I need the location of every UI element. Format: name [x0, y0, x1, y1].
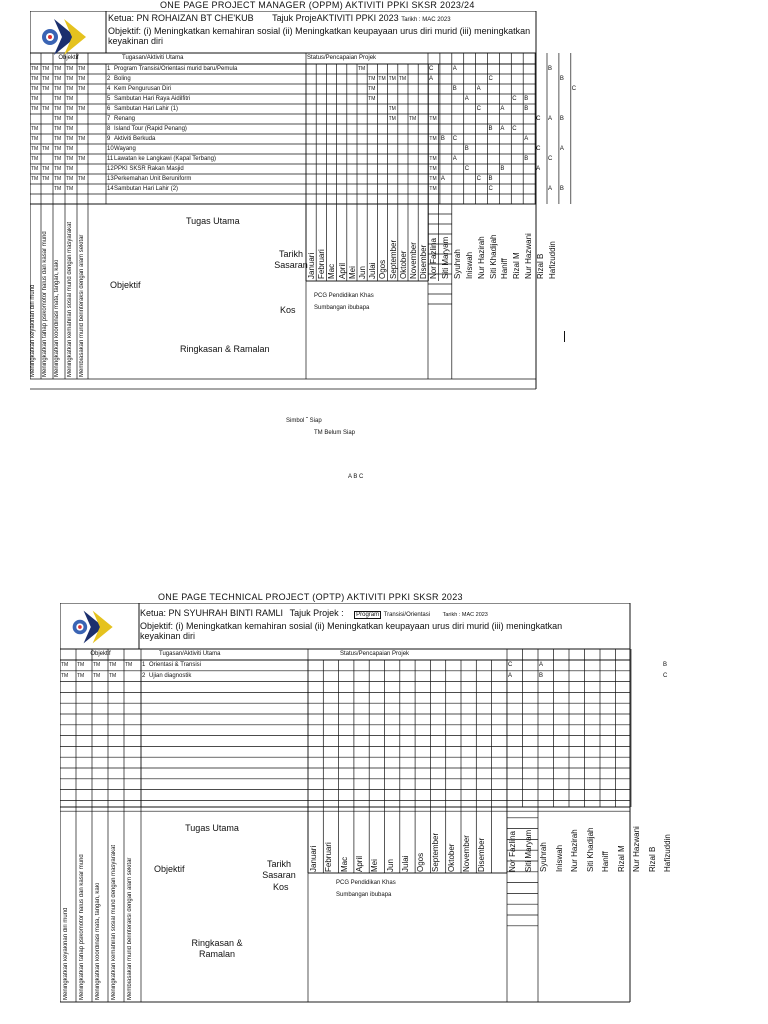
optp-label-tugas: Tugas Utama: [185, 823, 239, 833]
month-label: Julai: [400, 855, 410, 872]
objective-mark: TM: [66, 126, 74, 132]
objective-mark: TM: [54, 146, 62, 152]
objective-mark: TM: [66, 66, 74, 72]
legend-belum-siap: TM Belum Siap: [314, 430, 356, 436]
task-name: Island Tour (Rapid Penang): [114, 126, 187, 132]
objective-mark: TM: [42, 176, 50, 182]
objective-mark: TM: [54, 96, 62, 102]
oppm-label-tarikh: Tarikh Sasaran: [274, 249, 308, 270]
owner-mark: B: [559, 116, 564, 122]
objective-mark: TM: [54, 116, 62, 122]
objective-mark: TM: [77, 662, 85, 668]
task-number: 9: [107, 136, 111, 142]
objective-mark: TM: [66, 146, 74, 152]
objective-mark: TM: [125, 662, 133, 668]
owner-mark: C: [452, 136, 458, 142]
task-name: Renang: [114, 116, 136, 122]
oppm-tajuk: Tajuk ProjeAKTIVITI PPKI 2023: [272, 13, 399, 23]
task-number: 5: [107, 96, 111, 102]
month-label: Oktober: [446, 843, 456, 872]
objective-mark: TM: [42, 66, 50, 72]
owner-mark: A: [524, 136, 529, 142]
objective-mark: TM: [78, 76, 86, 82]
owner-mark: A: [559, 146, 564, 152]
task-name: Wayang: [114, 146, 136, 152]
objective-mark: TM: [54, 66, 62, 72]
objective-text: Meningkatkan kemahiran sosial murid dengan masyarakat: [111, 844, 117, 1000]
optp-label-objektif: Objektif: [154, 864, 185, 874]
task-number: 2: [107, 76, 111, 82]
month-label: Januari: [307, 252, 316, 279]
status-mark: TM: [368, 96, 376, 102]
oppm-cost-1: PCG Pendidikan Khas: [314, 293, 374, 299]
owner-mark: C: [488, 76, 493, 82]
objective-mark: TM: [31, 106, 39, 112]
owner-mark: A: [440, 176, 445, 182]
objective-text: Meningkatkan kemahiran sosial murid dengan masyarakat: [67, 221, 73, 377]
person-label: Siti Maryam: [440, 236, 450, 279]
optp-col-tugasan: Tugasan/Aktiviti Utama: [159, 651, 221, 657]
status-mark: TM: [409, 116, 417, 122]
objective-mark: TM: [31, 96, 39, 102]
oppm-label-kos: Kos: [280, 305, 296, 315]
objective-mark: TM: [54, 136, 62, 142]
objective-mark: TM: [31, 126, 39, 132]
owner-mark: A: [539, 662, 544, 668]
oppm-col-tugasan: Tugasan/Aktiviti Utama: [122, 55, 184, 61]
objective-mark: TM: [66, 156, 74, 162]
objective-mark: TM: [66, 186, 74, 192]
optp-objektif: Objektif: (i) Meningkatkan kemahiran sosial (ii) Meningkatkan keupayaan urus diri murid (iii) meningkatkan keyakinan diri: [140, 621, 563, 641]
month-label: Jun: [385, 859, 395, 872]
oppm-cost-2: Sumbangan ibubapa: [314, 305, 370, 311]
owner-mark: C: [488, 186, 493, 192]
legend-siap: Simbol ˜ Siap: [286, 418, 322, 424]
objective-mark: TM: [31, 86, 39, 92]
owner-mark: C: [476, 106, 481, 112]
person-label: Syuhrah: [539, 842, 548, 872]
owner-mark: A: [500, 106, 505, 112]
objective-mark: TM: [31, 136, 39, 142]
objective-mark: TM: [42, 106, 50, 112]
objective-mark: TM: [66, 76, 74, 82]
objective-text: Meningkatkan tahap psikomotor halus dan kasar murid: [79, 854, 85, 1000]
optp-tajuk-label: Tajuk Projek :: [289, 608, 344, 618]
objective-mark: TM: [78, 66, 86, 72]
task-name: Lawatan ke Langkawi (Kapal Terbang): [114, 156, 216, 162]
person-label: Haniff: [500, 258, 510, 279]
owner-mark: A: [452, 156, 457, 162]
person-label: Siti Khadijah: [488, 234, 498, 279]
status-mark: TM: [358, 66, 366, 72]
task-number: 6: [107, 106, 111, 112]
objective-mark: TM: [66, 136, 74, 142]
owner-mark: A: [536, 166, 541, 172]
optp-label-ringkasan: Ringkasan & Ramalan: [191, 938, 243, 959]
person-label: Iniswah: [554, 844, 564, 872]
optp-label-kos: Kos: [273, 882, 289, 892]
owner-mark: B: [559, 76, 564, 82]
objective-mark: TM: [54, 76, 62, 82]
owner-mark: B: [539, 672, 544, 679]
month-label: Oktober: [398, 250, 408, 279]
month-label: Ogos: [378, 259, 388, 279]
cursor-mark: [564, 331, 565, 342]
legend-abc: A B C: [348, 474, 364, 480]
person-label: Rizal M: [616, 845, 626, 872]
person-label: Nur Hazwani: [632, 826, 641, 872]
objective-mark: TM: [93, 662, 101, 668]
task-name: Sambutan Hari Raya Aidilfitri: [114, 96, 191, 102]
oppm-ketua: Ketua: PN ROHAIZAN BT CHE'KUB: [108, 13, 254, 23]
objective-mark: TM: [54, 176, 62, 182]
person-label: Syuhrah: [452, 249, 462, 279]
objective-mark: TM: [42, 166, 50, 172]
objective-text: Meningkatkan koordinasi mata, tangan, kaki: [95, 882, 101, 1000]
month-label: Februari: [324, 842, 334, 872]
task-number: 8: [107, 126, 111, 132]
objective-mark: TM: [61, 672, 69, 679]
person-label: Nur Hazirah: [570, 829, 579, 872]
month-label: Mac: [327, 263, 337, 279]
owner-mark: B: [488, 176, 493, 182]
owner-mark: C: [548, 156, 553, 162]
optp-tarikh: Tarikh : MAC 2023: [442, 612, 488, 618]
objective-text: Membiasakan murid berinteraksi dengan alam sekitar: [127, 857, 133, 1000]
objective-mark: TM: [66, 106, 74, 112]
objective-mark: TM: [31, 66, 39, 72]
status-mark: TM: [429, 186, 437, 192]
status-mark: TM: [429, 176, 437, 182]
objective-mark: TM: [31, 76, 39, 82]
month-label: Mac: [339, 856, 349, 872]
objective-mark: TM: [31, 156, 39, 162]
objective-text: Meningkatkan koordinasi mata, tangan, kaki: [54, 259, 60, 377]
objective-mark: TM: [78, 156, 86, 162]
owner-mark: C: [429, 66, 434, 72]
person-label: Siti Khadijah: [585, 827, 595, 872]
objective-mark: TM: [66, 166, 74, 172]
task-number: 14: [107, 186, 114, 192]
optp-col-status: Status/Pencapaian Projek: [340, 651, 410, 657]
status-mark: TM: [429, 136, 437, 142]
optp-label-tarikh: Tarikh Sasaran: [262, 859, 296, 880]
person-label: Nur Hazwani: [524, 233, 534, 279]
person-label: Nur Hazirah: [476, 236, 486, 279]
objective-mark: TM: [61, 662, 69, 668]
objective-mark: TM: [109, 672, 117, 679]
objective-mark: TM: [54, 106, 62, 112]
owner-mark: B: [488, 126, 493, 132]
owner-mark: A: [548, 186, 553, 192]
month-label: April: [337, 262, 347, 279]
person-label: Rizal B: [647, 846, 657, 872]
owner-mark: A: [464, 96, 469, 102]
task-name: Sambutan Hari Lahir (1): [114, 106, 179, 112]
owner-mark: B: [452, 86, 457, 92]
task-name: Ujian diagnostik: [149, 672, 192, 679]
objective-mark: TM: [78, 176, 86, 182]
owner-mark: B: [524, 156, 529, 162]
optp-col-objektif: Objektif: [90, 651, 111, 657]
owner-mark: B: [464, 146, 469, 152]
month-label: November: [462, 835, 471, 872]
oppm-label-objektif: Objektif: [110, 280, 141, 290]
owner-mark: C: [512, 126, 517, 132]
objective-text: Meningkatkan keyakinan diri murid: [30, 284, 36, 377]
month-label: September: [431, 832, 441, 872]
optp-title: ONE PAGE TECHNICAL PROJECT (OPTP) AKTIVITI PPKI SKSR 2023: [158, 592, 463, 602]
optp-tajuk-rest: Transisi/Orientasi: [383, 612, 431, 618]
status-mark: TM: [368, 76, 376, 82]
oppm-form: [30, 11, 580, 391]
objective-mark: TM: [109, 662, 117, 668]
objective-mark: TM: [78, 86, 86, 92]
owner-mark: C: [512, 96, 517, 102]
objective-mark: TM: [42, 146, 50, 152]
person-label: Haniff: [601, 851, 610, 872]
optp-form: [60, 603, 672, 1003]
task-name: Kem Pengurusan Diri: [114, 86, 172, 92]
person-label: Iniswah: [464, 251, 474, 279]
status-mark: TM: [429, 166, 437, 172]
owner-mark: B: [500, 166, 505, 172]
status-mark: TM: [388, 76, 396, 82]
owner-mark: A: [429, 76, 434, 82]
month-label: Mei: [347, 266, 357, 279]
owner-mark: B: [663, 662, 668, 668]
status-mark: TM: [388, 106, 396, 112]
task-name: Program Transisi/Orientasi murid baru/Pemula: [114, 66, 238, 72]
optp-cost-2: Sumbangan ibubapa: [336, 892, 392, 898]
oppm-tarikh: Tarikh : MAC 2023: [401, 17, 451, 23]
owner-mark: C: [508, 662, 513, 668]
objective-mark: TM: [42, 86, 50, 92]
objective-text: Meningkatkan tahap psikomotor halus dan kasar murid: [42, 231, 48, 377]
objective-mark: TM: [54, 86, 62, 92]
owner-mark: B: [559, 186, 564, 192]
month-label: Disember: [419, 244, 429, 279]
owner-mark: C: [476, 176, 481, 182]
person-label: Nor Fazlina: [429, 238, 438, 279]
objective-mark: TM: [31, 146, 39, 152]
owner-mark: C: [536, 146, 541, 152]
owner-mark: A: [548, 116, 553, 122]
objective-mark: TM: [66, 96, 74, 102]
task-number: 1: [142, 662, 146, 668]
objective-mark: TM: [31, 176, 39, 182]
oppm-objektif: Objektif: (i) Meningkatkan kemahiran sosial (ii) Meningkatkan keupayaan urus diri murid (iii) meningkatkan keyakinan diri: [108, 26, 531, 46]
month-label: November: [409, 242, 418, 279]
month-label: Mei: [370, 859, 380, 872]
owner-mark: B: [524, 106, 529, 112]
owner-mark: A: [476, 86, 481, 92]
owner-mark: B: [548, 66, 553, 72]
owner-mark: C: [663, 672, 668, 679]
person-label: Nor Fazlina: [508, 831, 517, 872]
month-label: Disember: [477, 837, 487, 872]
owner-mark: C: [571, 86, 577, 92]
objective-mark: TM: [31, 166, 39, 172]
task-number: 2: [142, 672, 146, 679]
status-mark: TM: [429, 156, 437, 162]
optp-tajuk-box: Program: [356, 612, 380, 618]
objective-mark: TM: [66, 86, 74, 92]
owner-mark: A: [508, 672, 513, 679]
owner-mark: A: [452, 66, 457, 72]
person-label: Hafizuddin: [548, 241, 557, 279]
status-mark: TM: [429, 116, 437, 122]
month-label: Jun: [358, 266, 367, 279]
objective-mark: TM: [54, 186, 62, 192]
task-name: Aktiviti Berkuda: [114, 136, 156, 142]
objective-mark: TM: [93, 672, 101, 679]
oppm-col-status: Status/Pencapaian Projek: [307, 55, 377, 61]
oppm-label-ringkasan: Ringkasan & Ramalan: [180, 344, 270, 354]
task-name: Orientasi & Transisi: [149, 662, 202, 668]
month-label: September: [388, 239, 398, 279]
task-name: Perkemahan Unit Beruniform: [114, 176, 192, 182]
status-mark: TM: [388, 116, 396, 122]
task-number: 13: [107, 176, 114, 182]
owner-mark: A: [500, 126, 505, 132]
task-number: 11: [107, 156, 114, 162]
objective-text: Membiasakan murid berinteraksi dengan alam sekitar: [79, 234, 85, 377]
owner-mark: C: [536, 116, 541, 122]
person-label: Hafizuddin: [663, 834, 672, 872]
status-mark: TM: [378, 76, 386, 82]
owner-mark: B: [524, 96, 529, 102]
school-logo: [64, 607, 134, 647]
oppm-col-objektif: Objektif: [58, 55, 79, 61]
optp-ketua: Ketua: PN SYUHRAH BINTI RAMLI: [140, 608, 284, 618]
owner-mark: C: [464, 166, 470, 172]
status-mark: TM: [398, 76, 407, 82]
objective-mark: TM: [77, 672, 85, 679]
person-label: Siti Maryam: [523, 829, 533, 872]
task-number: 12: [107, 166, 114, 172]
task-name: Sambutan Hari Lahir (2): [114, 186, 179, 192]
objective-mark: TM: [54, 126, 62, 132]
task-number: 7: [107, 116, 111, 122]
oppm-label-tugas: Tugas Utama: [186, 216, 240, 226]
person-label: Rizal M: [512, 252, 522, 279]
objective-mark: TM: [54, 166, 62, 172]
task-name: Boling: [114, 76, 131, 82]
task-number: 10: [107, 146, 114, 152]
objective-mark: TM: [42, 76, 50, 82]
objective-mark: TM: [54, 156, 62, 162]
owner-mark: B: [440, 136, 445, 142]
month-label: Ogos: [416, 852, 426, 872]
objective-text: Meningkatkan keyakinan diri murid: [63, 907, 69, 1000]
objective-mark: TM: [78, 136, 86, 142]
optp-cost-1: PCG Pendidikan Khas: [336, 880, 396, 886]
objective-mark: TM: [66, 176, 74, 182]
task-number: 1: [107, 66, 111, 72]
person-label: Rizal B: [536, 253, 546, 279]
month-label: April: [354, 855, 364, 872]
month-label: Februari: [317, 249, 327, 279]
task-number: 4: [107, 86, 111, 92]
objective-mark: TM: [78, 106, 86, 112]
month-label: Julai: [368, 262, 378, 279]
oppm-title: ONE PAGE PROJECT MANAGER (OPPM) AKTIVITI PPKI SKSR 2023/24: [160, 0, 475, 10]
objective-mark: TM: [66, 116, 74, 122]
task-name: PPKI SKSR Rakan Masjid: [114, 166, 184, 172]
month-label: Januari: [309, 845, 318, 872]
status-mark: TM: [368, 86, 376, 92]
